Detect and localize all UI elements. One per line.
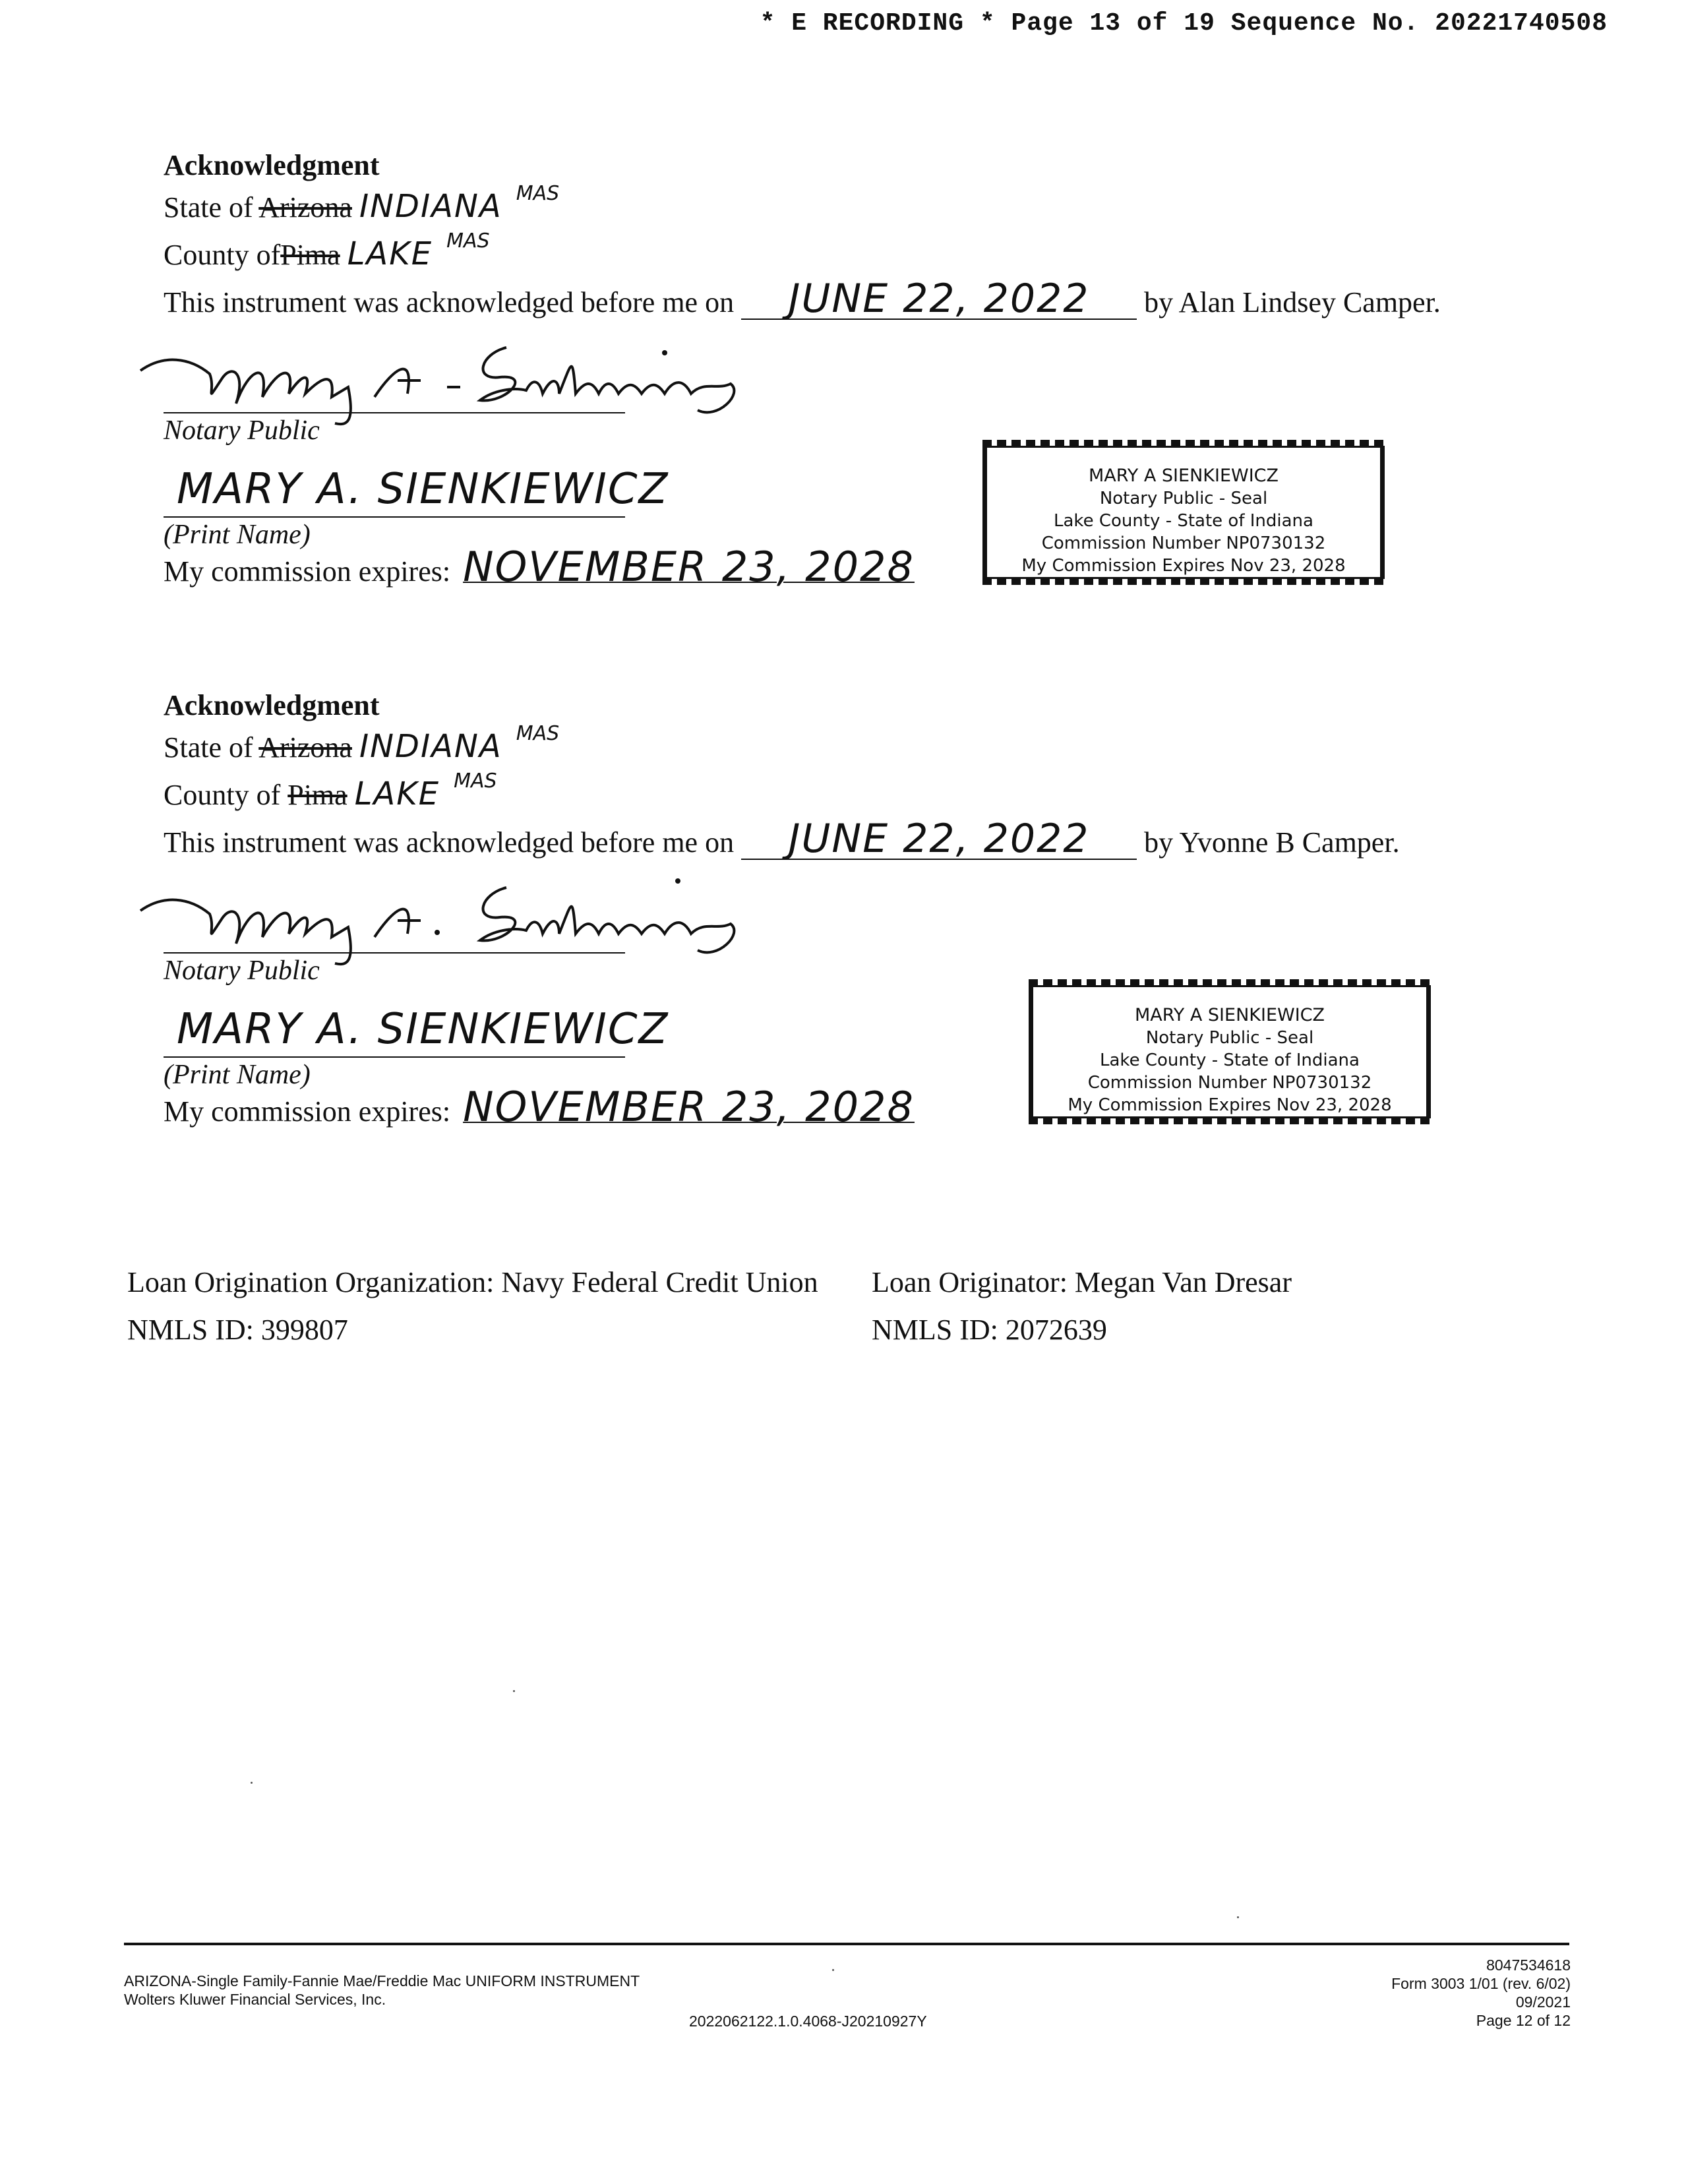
county-handwritten: LAKE xyxy=(354,775,440,812)
loan-org-nmls: NMLS ID: 399807 xyxy=(127,1314,348,1346)
footer-form-title: ARIZONA-Single Family-Fannie Mae/Freddie Mac UNIFORM INSTRUMENT xyxy=(124,1972,640,1989)
loan-originator-name: Loan Originator: Megan Van Dresar xyxy=(872,1266,1292,1298)
print-name-caption: (Print Name) xyxy=(164,520,311,550)
print-name-block xyxy=(164,998,823,1090)
county-line xyxy=(164,230,1548,278)
footer-loan-number: 8047534618 xyxy=(1486,1957,1571,1974)
print-name-block xyxy=(164,458,823,550)
county-initials: MAS xyxy=(454,770,497,793)
notary-public-caption: Notary Public xyxy=(164,415,320,446)
instrument-suffix: by Yvonne B Camper. xyxy=(1144,826,1400,859)
county-struck: Pima xyxy=(280,239,340,271)
commission-label: My commission expires: xyxy=(164,555,451,588)
seal-line-2: Notary Public - Seal xyxy=(1099,489,1268,508)
county-struck: Pima xyxy=(287,779,347,811)
print-name-caption: (Print Name) xyxy=(164,1060,311,1090)
scan-speck xyxy=(251,1782,253,1784)
footer-left xyxy=(124,1972,640,2009)
recording-header: * E RECORDING * Page 13 of 19 Sequence No. 20221740508 xyxy=(760,9,1608,38)
acknowledgment-title: Acknowledgment xyxy=(164,689,380,721)
loan-origination-organization xyxy=(127,1266,820,1347)
print-name-handwritten: MARY A. SIENKIEWICZ xyxy=(177,465,669,514)
footer-form-number: Form 3003 1/01 (rev. 6/02) xyxy=(1391,1975,1571,1992)
scan-speck xyxy=(1237,1916,1239,1918)
county-initials: MAS xyxy=(446,229,490,253)
seal-line-5: My Commission Expires Nov 23, 2028 xyxy=(1021,556,1346,576)
commission-label: My commission expires: xyxy=(164,1095,451,1128)
signature-line xyxy=(164,952,625,954)
state-line xyxy=(164,723,1548,770)
instrument-date-handwritten: JUNE 22, 2022 xyxy=(741,279,1137,320)
instrument-line xyxy=(164,278,1548,328)
loan-originator-nmls: NMLS ID: 2072639 xyxy=(872,1314,1107,1346)
acknowledgment-title: Acknowledgment xyxy=(164,149,380,181)
seal-line-2: Notary Public - Seal xyxy=(1145,1028,1314,1048)
county-handwritten: LAKE xyxy=(347,235,433,272)
commission-handwritten: NOVEMBER 23, 2028 xyxy=(463,543,915,591)
state-line xyxy=(164,183,1548,230)
loan-originator xyxy=(872,1266,1531,1347)
instrument-prefix: This instrument was acknowledged before me on xyxy=(164,826,735,859)
commission-handwritten: NOVEMBER 23, 2028 xyxy=(463,1083,915,1131)
state-struck: Arizona xyxy=(258,191,352,224)
seal-name: MARY A SIENKIEWICZ xyxy=(1134,1005,1325,1025)
scan-speck xyxy=(832,1969,834,1971)
notary-signature-block xyxy=(164,354,823,446)
state-initials: MAS xyxy=(516,182,560,205)
seal-name: MARY A SIENKIEWICZ xyxy=(1088,466,1279,486)
footer-page-number: Page 12 of 12 xyxy=(1476,2012,1571,2029)
seal-line-3: Lake County - State of Indiana xyxy=(1100,1050,1360,1070)
state-label: State of xyxy=(164,191,253,224)
footer-publisher: Wolters Kluwer Financial Services, Inc. xyxy=(124,1991,386,2008)
notary-signature-block xyxy=(164,894,823,986)
notary-seal-stamp xyxy=(982,443,1385,582)
notary-public-caption: Notary Public xyxy=(164,956,320,986)
footer-rule xyxy=(124,1943,1569,1945)
scan-speck xyxy=(513,1690,515,1692)
seal-line-4: Commission Number NP0730132 xyxy=(1041,533,1326,553)
instrument-suffix: by Alan Lindsey Camper. xyxy=(1144,286,1441,318)
county-label: County of xyxy=(164,239,281,271)
print-name-line xyxy=(164,516,625,518)
county-line xyxy=(164,770,1548,818)
notary-seal-stamp xyxy=(1029,983,1431,1121)
state-handwritten: INDIANA xyxy=(359,728,502,765)
footer-form-date: 09/2021 xyxy=(1515,1993,1571,2011)
print-name-line xyxy=(164,1056,625,1058)
footer-document-code: 2022062122.1.0.4068-J20210927Y xyxy=(689,2013,927,2030)
state-label: State of xyxy=(164,731,253,764)
seal-line-3: Lake County - State of Indiana xyxy=(1054,511,1313,531)
seal-line-4: Commission Number NP0730132 xyxy=(1087,1073,1372,1093)
instrument-prefix: This instrument was acknowledged before me on xyxy=(164,286,735,318)
print-name-handwritten: MARY A. SIENKIEWICZ xyxy=(177,1005,669,1054)
state-initials: MAS xyxy=(516,722,560,745)
loan-org-name: Loan Origination Organization: Navy Federal Credit Union xyxy=(127,1266,818,1298)
instrument-line xyxy=(164,818,1548,868)
county-label: County of xyxy=(164,779,281,811)
seal-line-5: My Commission Expires Nov 23, 2028 xyxy=(1068,1095,1392,1115)
state-handwritten: INDIANA xyxy=(359,188,502,225)
footer-right xyxy=(1391,1956,1571,2030)
signature-line xyxy=(164,412,625,413)
instrument-date-handwritten: JUNE 22, 2022 xyxy=(741,819,1137,860)
state-struck: Arizona xyxy=(258,731,352,764)
